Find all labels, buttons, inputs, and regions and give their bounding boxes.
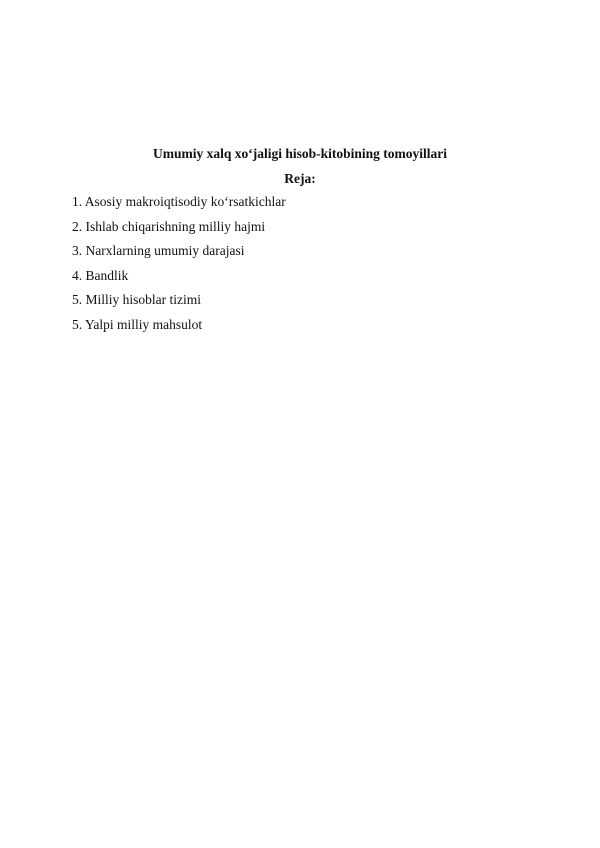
document-title: Umumiy xalq xo‘jaligi hisob-kitobining tomoyillari (152, 146, 448, 161)
plan-item: 5. Milliy hisoblar tizimi (72, 292, 201, 307)
plan-heading: Reja: (284, 171, 316, 186)
plan-list (72, 193, 286, 340)
plan-item: 2. Ishlab chiqarishning milliy hajmi (72, 218, 266, 234)
plan-item: 4. Bandlik (72, 267, 129, 283)
plan-item: 1. Asosiy makroiqtisodiy ko‘rsatkichlar (72, 194, 286, 209)
plan-item: 3. Narxlarning umumiy darajasi (72, 243, 245, 258)
plan-item: 5. Yalpi milliy mahsulot (72, 316, 203, 332)
